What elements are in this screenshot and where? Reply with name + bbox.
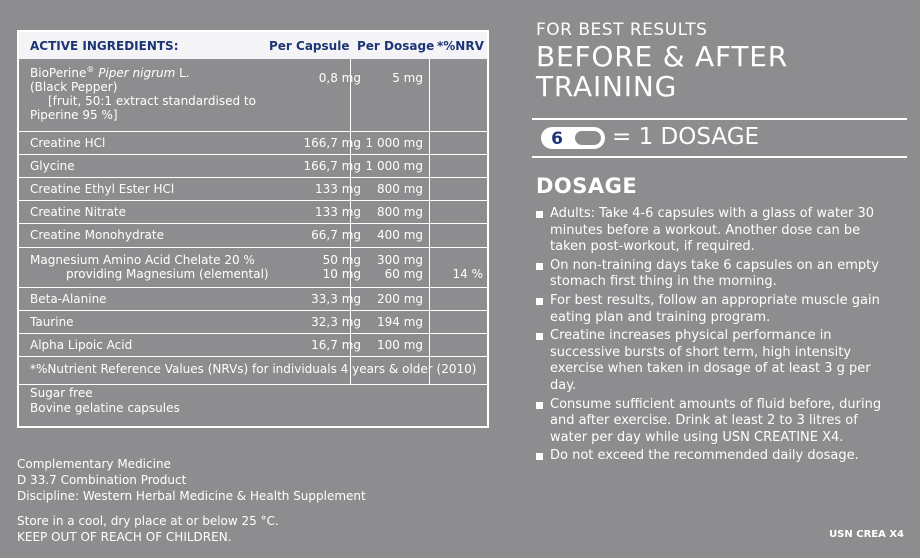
ingredient-name: Taurine [30, 315, 74, 329]
per-dosage-value: 100 mg [376, 338, 423, 352]
list-item: On non-training days take 6 capsules on an empty stomach first thing in the morning. [536, 258, 886, 291]
table-row [19, 200, 487, 223]
per-dosage-value: 800 mg [376, 182, 423, 196]
per-dosage-value: 800 mg [376, 205, 423, 219]
capsule-count: 6 [551, 129, 563, 149]
list-item: Consume sufficient amounts of fluid before, during and after exercise. Drink at least 2 to 3 litres of water per day while using USN CREATINE X4. [536, 397, 886, 447]
bullet-icon [536, 298, 543, 305]
nrv-footnote: *%Nutrient Reference Values (NRVs) for individuals 4 years & older (2010) [30, 362, 477, 376]
per-capsule-value: 66,7 mg [311, 228, 361, 242]
per-dosage-value: 200 mg [376, 292, 423, 306]
bullet-icon [536, 263, 543, 270]
per-capsule-value: 133 mg [314, 205, 361, 219]
table-row [19, 247, 487, 287]
dosage-list [536, 206, 886, 467]
header-nrv: *%NRV [437, 39, 484, 53]
table-row [19, 131, 487, 154]
table-row [19, 223, 487, 247]
list-item: Adults: Take 4-6 capsules with a glass of water 30 minutes before a workout. Another dose can be taken post-workout, if required. [536, 206, 886, 256]
ingredient-name: Creatine Ethyl Ester HCl [30, 182, 175, 196]
per-capsule-value: 33,3 mg [311, 292, 361, 306]
per-capsule-value: 166,7 mg [303, 136, 361, 150]
dosage-title: DOSAGE [536, 174, 638, 198]
header-per-dosage: Per Dosage [357, 39, 435, 53]
table-row [19, 154, 487, 177]
ingredient-name: Alpha Lipoic Acid [30, 338, 133, 352]
dosage-equals-text: = 1 DOSAGE [612, 124, 760, 150]
discipline-text: Discipline: Western Herbal Medicine & Health Supplement [17, 489, 366, 503]
list-item: For best results, follow an appropriate muscle gain eating plan and training program. [536, 293, 886, 326]
bullet-icon [536, 453, 543, 460]
training-heading: BEFORE & AFTER TRAINING [536, 40, 789, 103]
ingredients-table [17, 30, 489, 428]
list-item: Do not exceed the recommended daily dosage. [536, 448, 886, 465]
header-per-capsule: Per Capsule [269, 39, 350, 53]
capsule-icon [540, 126, 606, 150]
ingredient-name: Creatine HCl [30, 136, 106, 150]
bullet-icon [536, 402, 543, 409]
list-item: Creatine increases physical performance in successive bursts of short term, high intensity exercise when taken in dosage of at least 3 g per day. [536, 328, 886, 394]
ingredient-name: BioPerine® Piper nigrum L. (Black Pepper) [fruit, 50:1 extract standardised to Piperine 95 %] [30, 65, 256, 122]
bullet-icon [536, 211, 543, 218]
per-dosage-value: 194 mg [376, 315, 423, 329]
per-capsule-value: 16,7 mg [311, 338, 361, 352]
per-capsule-value: 32,3 mg [311, 315, 361, 329]
ingredient-name: Glycine [30, 159, 75, 173]
per-dosage-value: 1 000 mg [365, 136, 423, 150]
per-capsule-value: 50 mg 10 mg [322, 253, 361, 281]
ingredient-name: Creatine Monohydrate [30, 228, 164, 242]
bullet-icon [536, 333, 543, 340]
dosage-bar [532, 118, 907, 158]
ingredient-name: Beta-Alanine [30, 292, 107, 306]
per-dosage-value: 1 000 mg [365, 159, 423, 173]
table-row [19, 310, 487, 333]
combination-product-text: D 33.7 Combination Product [17, 473, 187, 487]
table-row [19, 333, 487, 356]
per-capsule-value: 166,7 mg [303, 159, 361, 173]
gelatine-note: Bovine gelatine capsules [30, 401, 180, 415]
ingredient-name: Magnesium Amino Acid Chelate 20 % providing Magnesium (elemental) [30, 253, 269, 281]
ingredient-name: Creatine Nitrate [30, 205, 127, 219]
table-row [19, 59, 487, 131]
product-code: USN CREA X4 [829, 529, 904, 540]
header-ingredients: ACTIVE INGREDIENTS: [30, 39, 179, 53]
sugar-free-note: Sugar free [30, 386, 93, 400]
table-row [19, 177, 487, 200]
storage-text: Store in a cool, dry place at or below 25 °C. [17, 514, 279, 528]
complementary-medicine-text: Complementary Medicine [17, 457, 171, 471]
per-capsule-value: 133 mg [314, 182, 361, 196]
table-header [19, 32, 487, 59]
table-row [19, 287, 487, 310]
keep-away-text: KEEP OUT OF REACH OF CHILDREN. [17, 530, 232, 544]
best-results-label: FOR BEST RESULTS [536, 20, 708, 40]
per-capsule-value: 0,8 mg [318, 71, 361, 85]
per-dosage-value: 5 mg [392, 71, 423, 85]
nrv-value: 14 % [452, 267, 483, 281]
per-dosage-value: 400 mg [376, 228, 423, 242]
per-dosage-value: 300 mg 60 mg [376, 253, 423, 281]
